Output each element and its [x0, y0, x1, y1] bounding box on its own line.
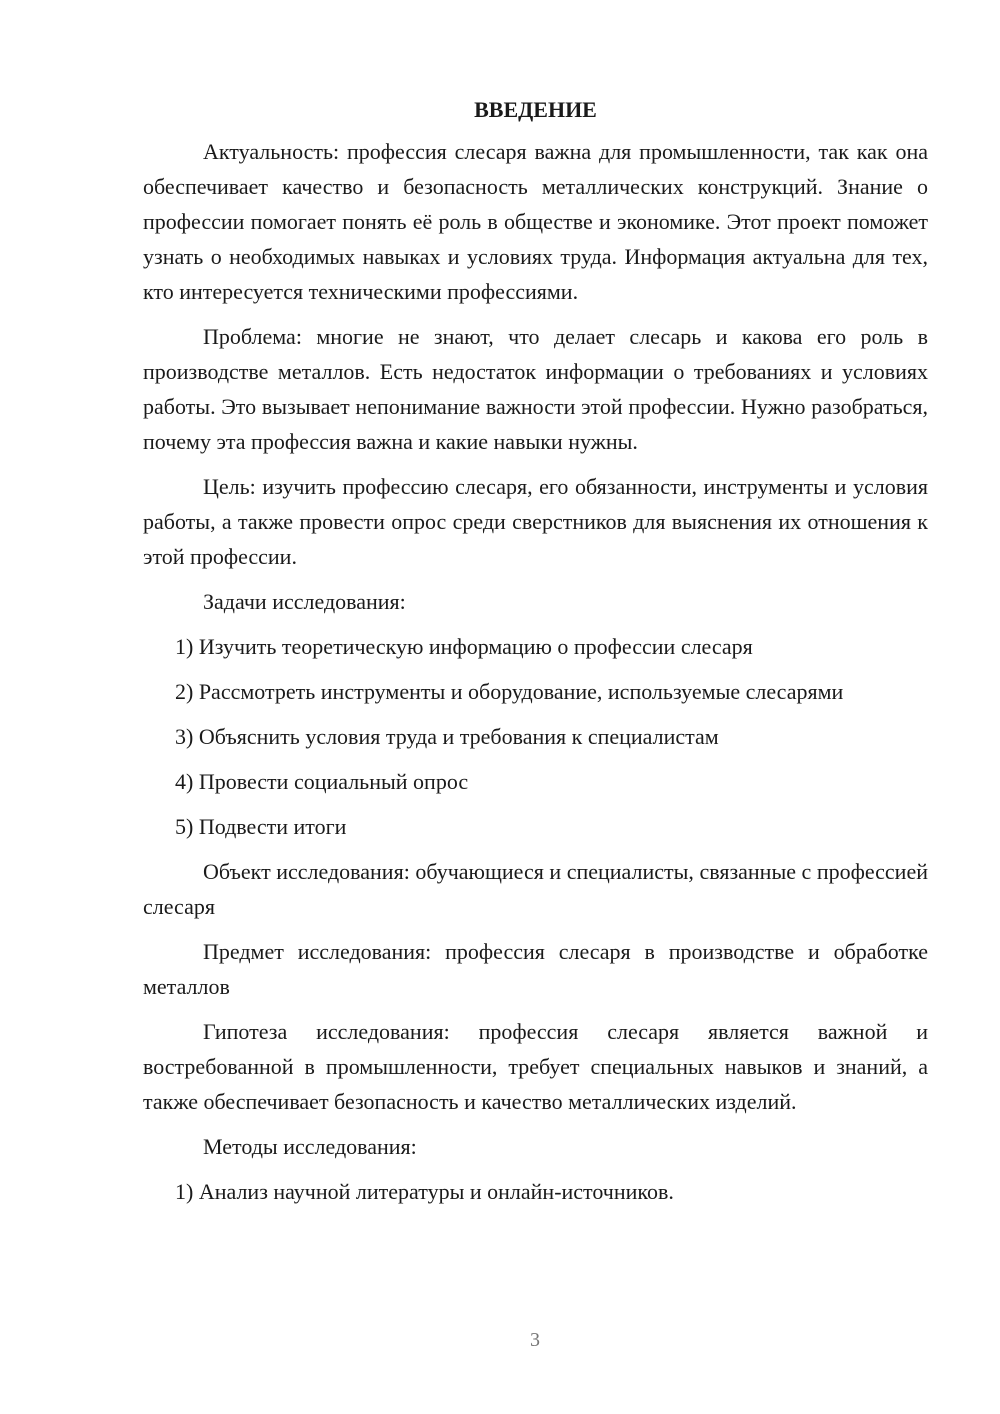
- goal-paragraph: Цель: изучить профессию слесаря, его обязанности, инструменты и условия работы, а также провести опрос среди сверстников для выяснения их отношения к этой профессии.: [143, 474, 928, 569]
- page-number: 3: [530, 1329, 540, 1351]
- list-item: 1) Анализ научной литературы и онлайн-источников.: [175, 1179, 674, 1204]
- object-paragraph: Объект исследования: обучающиеся и специалисты, связанные с профессией слесаря: [143, 859, 928, 919]
- actuality-paragraph: Актуальность: профессия слесаря важна для промышленности, так как она обеспечивает качество и безопасность металлических конструкций. Знание о профессии помогает понять её роль в обществе и экономике. Этот проект поможет узнать о необходимых навыках и условиях труда. Информация актуальна для тех, кто интересуется техническими профессиями.: [143, 139, 928, 304]
- list-item: 4) Провести социальный опрос: [175, 769, 469, 794]
- problem-paragraph: Проблема: многие не знают, что делает слесарь и какова его роль в производстве металлов. Есть недостаток информации о требованиях и условиях работы. Это вызывает непонимание важности этой профессии. Нужно разобраться, почему эта профессия важна и какие навыки нужны.: [143, 324, 928, 454]
- page-title: ВВЕДЕНИЕ: [474, 97, 597, 122]
- methods-list: [143, 1174, 928, 1209]
- list-item: 2) Рассмотреть инструменты и оборудование, используемые слесарями: [175, 679, 844, 704]
- document-page: [143, 92, 928, 1219]
- list-item: 5) Подвести итоги: [175, 814, 347, 839]
- list-item: 3) Объяснить условия труда и требования к специалистам: [175, 724, 719, 749]
- list-item: 1) Изучить теоретическую информацию о профессии слесаря: [175, 634, 753, 659]
- methods-label: Методы исследования:: [203, 1134, 417, 1159]
- hypothesis-paragraph: Гипотеза исследования: профессия слесаря является важной и востребованной в промышленности, требует специальных навыков и знаний, а также обеспечивает безопасность и качество металлических изделий.: [143, 1019, 928, 1114]
- tasks-list: [143, 629, 928, 844]
- subject-paragraph: Предмет исследования: профессия слесаря в производстве и обработке металлов: [143, 939, 928, 999]
- tasks-label: Задачи исследования:: [203, 589, 406, 614]
